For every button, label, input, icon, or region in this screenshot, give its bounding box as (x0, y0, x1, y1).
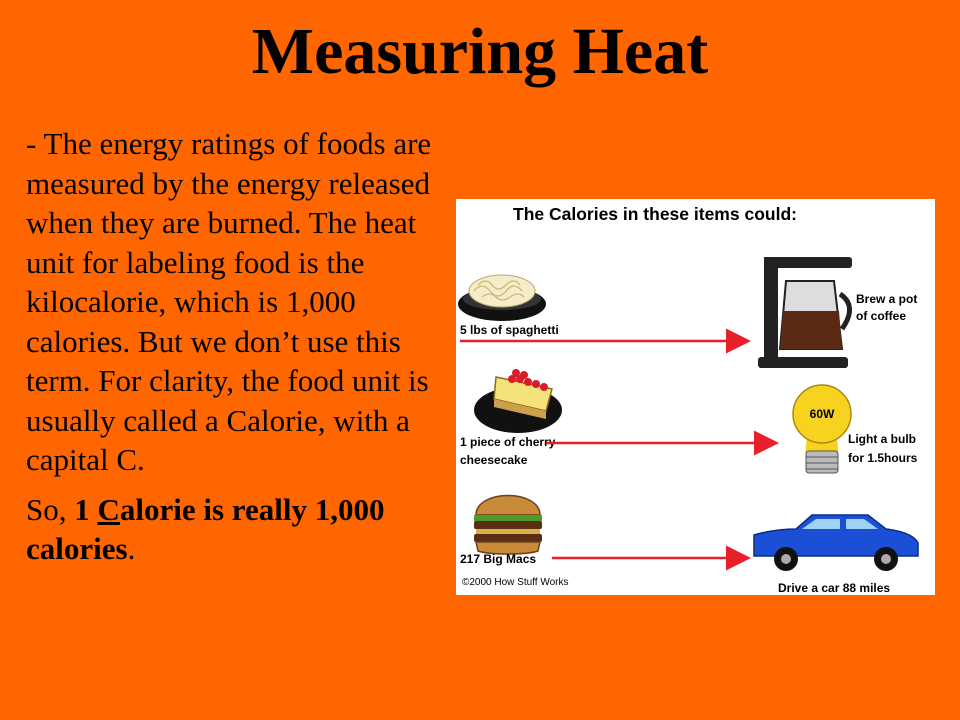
paragraph-definition: - The energy ratings of foods are measured by the energy released when they are burned. The heat unit for labeling food is the kilocalorie, which is 1,000 calories. But we don’t use this term. For clarity, the food unit is usually called a Calorie, with a capital C. (26, 126, 432, 477)
paragraph-conclusion (26, 490, 444, 569)
car-icon (754, 515, 918, 571)
conclusion-capital-c: C (97, 491, 120, 527)
light-bulb-icon (793, 385, 851, 473)
figure-heading: The Calories in these items could: (513, 204, 797, 224)
coffee-label-line1: Brew a pot (856, 292, 918, 306)
cheesecake-icon (474, 369, 562, 433)
slide-title: Measuring Heat (251, 15, 709, 88)
spaghetti-icon (458, 275, 546, 321)
conclusion-period: . (127, 531, 136, 566)
conclusion-prefix: So, (26, 491, 75, 527)
conclusion-bold-2: alorie is really 1,000 calories (26, 491, 385, 566)
copyright-notice: ©2000 How Stuff Works (462, 577, 569, 588)
calories-figure (456, 199, 935, 595)
bulb-wattage-label: 60W (809, 407, 835, 421)
burger-icon (474, 496, 542, 555)
body-text (26, 124, 444, 569)
coffee-maker-icon (758, 257, 852, 368)
coffee-label-line2: of coffee (856, 309, 907, 323)
cheesecake-label-line2: cheesecake (460, 453, 528, 467)
spaghetti-label: 5 lbs of spaghetti (460, 323, 559, 337)
cheesecake-label-line1: 1 piece of cherry (460, 435, 556, 449)
car-label: Drive a car 88 miles (778, 581, 891, 595)
bigmacs-label: 217 Big Macs (460, 552, 537, 566)
bulb-label-line2: for 1.5hours (848, 451, 918, 465)
bulb-label-line1: Light a bulb (848, 432, 916, 446)
conclusion-bold-1: 1 (74, 491, 98, 527)
